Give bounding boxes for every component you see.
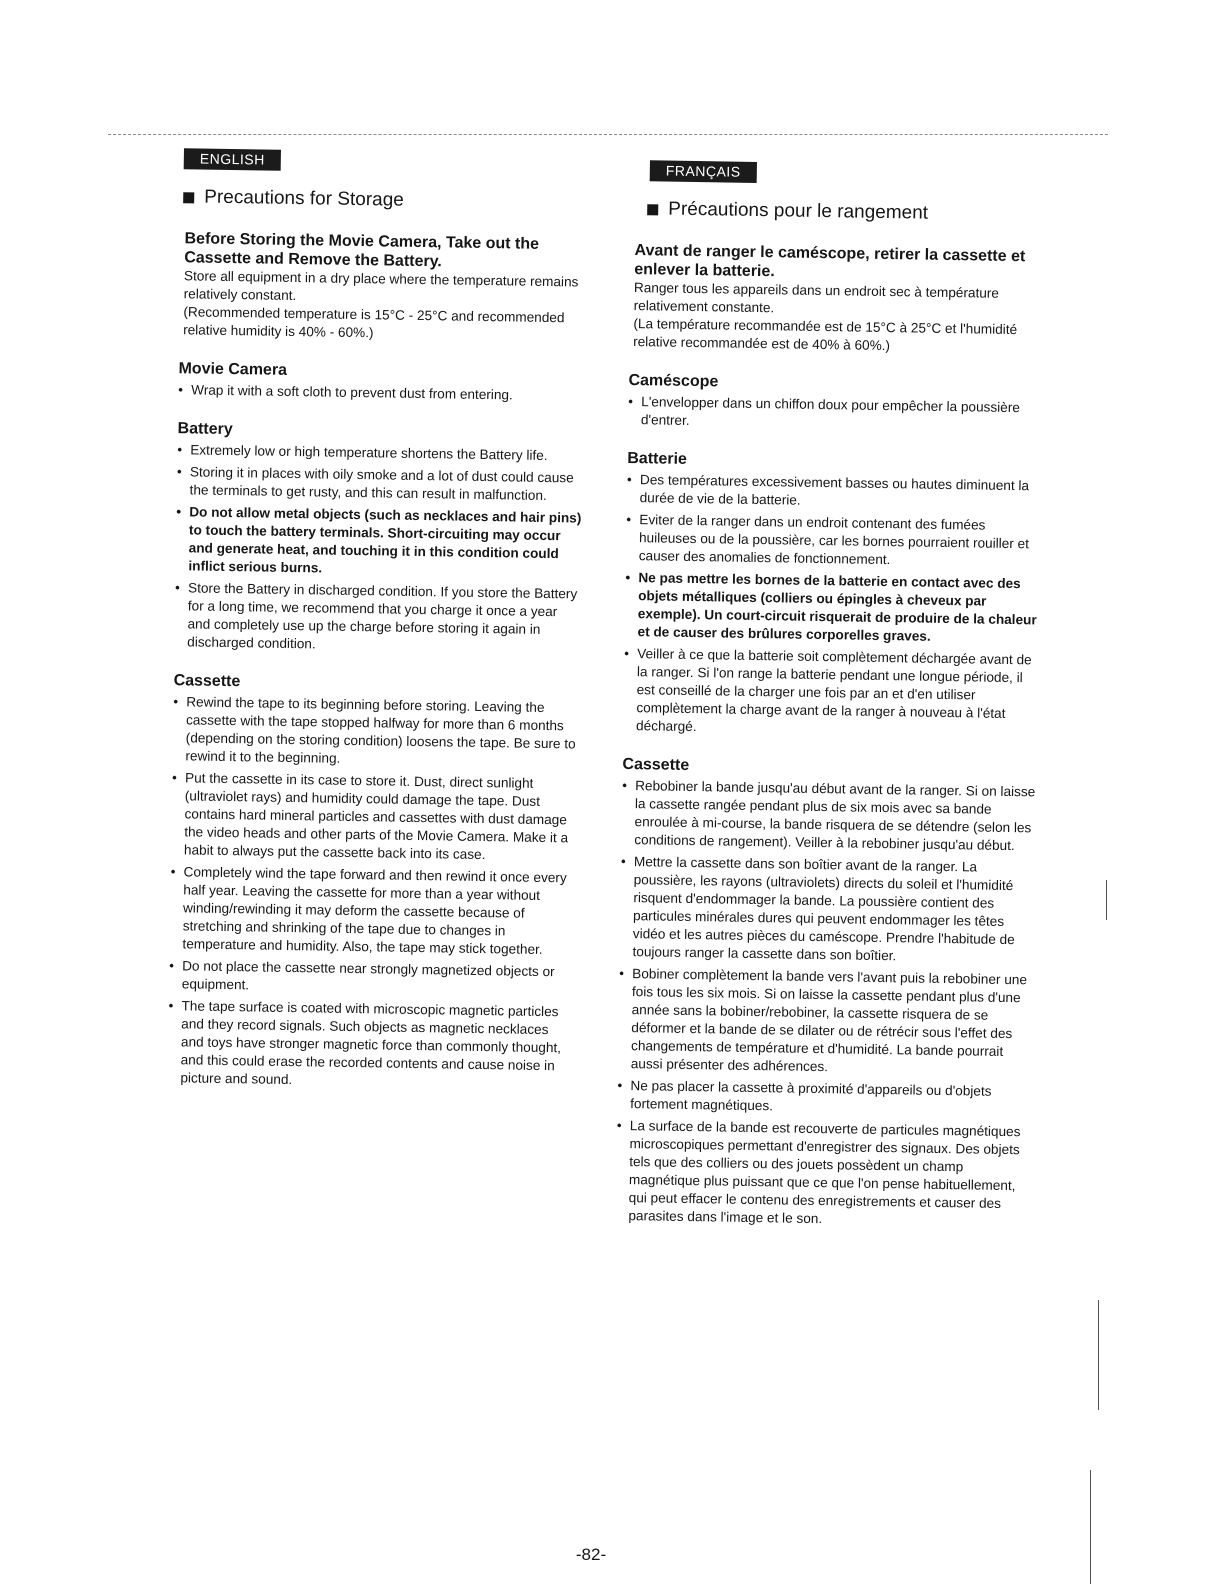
- list-item: • Rewind the tape to its beginning before storing. Leaving the cassette with the tape stopped halfway for more than 6 months (depending on the storing condition) loosens the tape. Be sure to rewind it to the beginning.: [172, 693, 579, 771]
- page-number: -82-: [575, 1545, 607, 1564]
- english-column: [153, 148, 588, 1097]
- list-item: • Put the cassette in its case to store it. Dust, direct sunlight (ultraviolet rays) and humidity could damage the tape. Dust contains hard mineral particles and cassettes with dust damage the video heads and other parts of the Movie Camera. Make it a habit to always put the cassette back into its case.: [171, 769, 578, 865]
- list-item: • Store the Battery in discharged condition. If you store the Battery for a long time, we recommend that you charge it once a year and completely use up the charge before storing it again in discharged condition.: [174, 579, 581, 657]
- cassette-list: [167, 693, 579, 1093]
- intro-heading: Avant de ranger le caméscope, retirer la cassette et enlever la batterie.: [634, 242, 1026, 281]
- list-item: • Storing it in places with oily smoke and a lot of dust could cause the terminals to get rusty, and this can result in malfunction.: [176, 463, 583, 505]
- battery-list: [623, 471, 1043, 742]
- list-item: • Do not place the cassette near strongly magnetized objects or equipment.: [169, 957, 576, 999]
- list-item: • L'envelopper dans un chiffon doux pour empêcher la poussière d'entrer.: [628, 393, 1045, 436]
- language-tab-english: ENGLISH: [184, 148, 281, 171]
- camera-heading: Caméscope: [628, 371, 719, 391]
- list-item: • Veiller à ce que la batterie soit complètement déchargée avant de la ranger. Si l'on range la batterie pendant une longue période, il est conseillé de la charger une fois par an et d'en utiliser complètement la charge avant de la ranger à nouveau à l'état déchargé.: [623, 645, 1040, 742]
- list-item: • Eviter de la ranger dans un endroit contenant des fumées huileuses ou de la poussière, car les bornes pourraient rouiller et causer des anomalies de fonctionnement.: [626, 511, 1043, 572]
- warning-item: • Do not allow metal objects (such as necklaces and hair pins) to touch the battery terminals. Short-circuiting may occur and generate heat, and touching it in this condition could inflict serious burns.: [175, 503, 582, 581]
- intro-heading: Before Storing the Movie Camera, Take out the Cassette and Remove the Battery.: [184, 230, 540, 271]
- scan-artifact: [1106, 880, 1107, 920]
- list-item: • Ne pas placer la cassette à proximité d'appareils ou d'objets fortement magnétiques.: [617, 1077, 1034, 1120]
- square-bullet-icon: [183, 192, 194, 203]
- list-item: • Extremely low or high temperature shortens the Battery life.: [177, 441, 583, 465]
- header-rule: [108, 134, 1108, 135]
- section-title-text: Precautions for Storage: [204, 186, 404, 211]
- list-item: • Des températures excessivement basses ou hautes diminuent la durée de vie de la batterie.: [627, 471, 1044, 514]
- section-title-text: Précautions pour le rangement: [668, 198, 929, 224]
- french-column: [615, 160, 1048, 1235]
- list-item: • Completely wind the tape forward and then rewind it once every half year. Leaving the cassette for more than a year without winding/rewinding it may deform the cassette because of stretching and shrinking of the tape due to changes in temperature and humidity. Also, the tape may stick together.: [169, 863, 576, 959]
- warning-item: • Ne pas mettre les bornes de la batterie en contact avec des objets métalliques (colliers ou épingles à cheveux par exemple). Un court-circuit risquerait de produire de la chaleur et de causer des brûlures corporelles graves.: [624, 569, 1041, 648]
- scan-artifact: [1090, 1470, 1091, 1584]
- intro-text: Ranger tous les appareils dans un endroit sec à température relativement constante.: [633, 280, 1000, 316]
- intro-text: Store all equipment in a dry place where the temperature remains relatively constant.: [183, 268, 579, 304]
- french-body: [615, 241, 1046, 1231]
- intro-note: (Recommended temperature is 15°C - 25°C and recommended relative humidity is 40% - 60%.): [183, 304, 565, 341]
- battery-heading: Battery: [177, 420, 233, 439]
- camera-heading: Movie Camera: [178, 360, 288, 379]
- language-tab-french: FRANÇAIS: [650, 160, 757, 183]
- square-bullet-icon: [647, 204, 658, 215]
- cassette-heading: Cassette: [622, 755, 690, 774]
- section-title: [647, 197, 1047, 227]
- list-item: • Mettre la cassette dans son boîtier avant de la ranger. La poussière, les rayons (ultraviolets) directs du soleil et l'humidité risquent d'endommager la bande. La poussière contient des particules minérales dures qui peuvent endommager les têtes vidéo et les autres pièces du caméscope. Prendre l'habitude de toujours ranger la cassette dans son boîtier.: [619, 853, 1037, 968]
- battery-heading: Batterie: [627, 449, 688, 468]
- list-item: • Rebobiner la bande jusqu'au début avant de la ranger. Si on laisse la cassette rangée pendant plus de six mois avec sa bande enroulée à mi-course, la bande risquera de se détendre (selon les conditions de rangement). Veiller à la rebobiner jusqu'au début.: [621, 777, 1038, 856]
- english-body: [167, 229, 586, 1093]
- scan-artifact: [1098, 1300, 1099, 1410]
- intro-note: (La température recommandée est de 15°C à 25°C et l'humidité relative recommandée est de 40% à 60%.): [633, 316, 1018, 354]
- camera-list: [628, 393, 1045, 436]
- list-item: • Bobiner complètement la bande vers l'avant puis la rebobiner une fois tous les six mois. Si on laisse la cassette pendant plus d'une année sans la bobiner/rebobiner, la cassette risquera de se déformer et la bande de se dilater ou de rétrécir sous l'effet des changements de température et d'humidité. La bande pourrait aussi présenter des adhérences.: [618, 965, 1036, 1080]
- list-item: • La surface de la bande est recouverte de particules magnétiques microscopiques permettant d'enregistrer des signaux. Des objets tels que des colliers ou des jouets possèdent un champ magnétique plus puissant que ce que l'on pense habituellement, qui peut effacer le contenu des enregistrements et causer des parasites dans l'image et le son.: [615, 1117, 1033, 1232]
- cassette-heading: Cassette: [173, 672, 241, 691]
- cassette-list: [615, 777, 1038, 1231]
- camera-list: [178, 381, 584, 405]
- list-item: • Wrap it with a soft cloth to prevent dust from entering.: [178, 381, 584, 405]
- battery-list: [174, 441, 583, 657]
- list-item: • The tape surface is coated with microscopic magnetic particles and they record signals. Such objects as magnetic necklaces and toys have stronger magnetic force than commonly thought, and this could erase the recorded contents and cause noise in picture and sound.: [167, 997, 574, 1093]
- section-title: [183, 185, 587, 215]
